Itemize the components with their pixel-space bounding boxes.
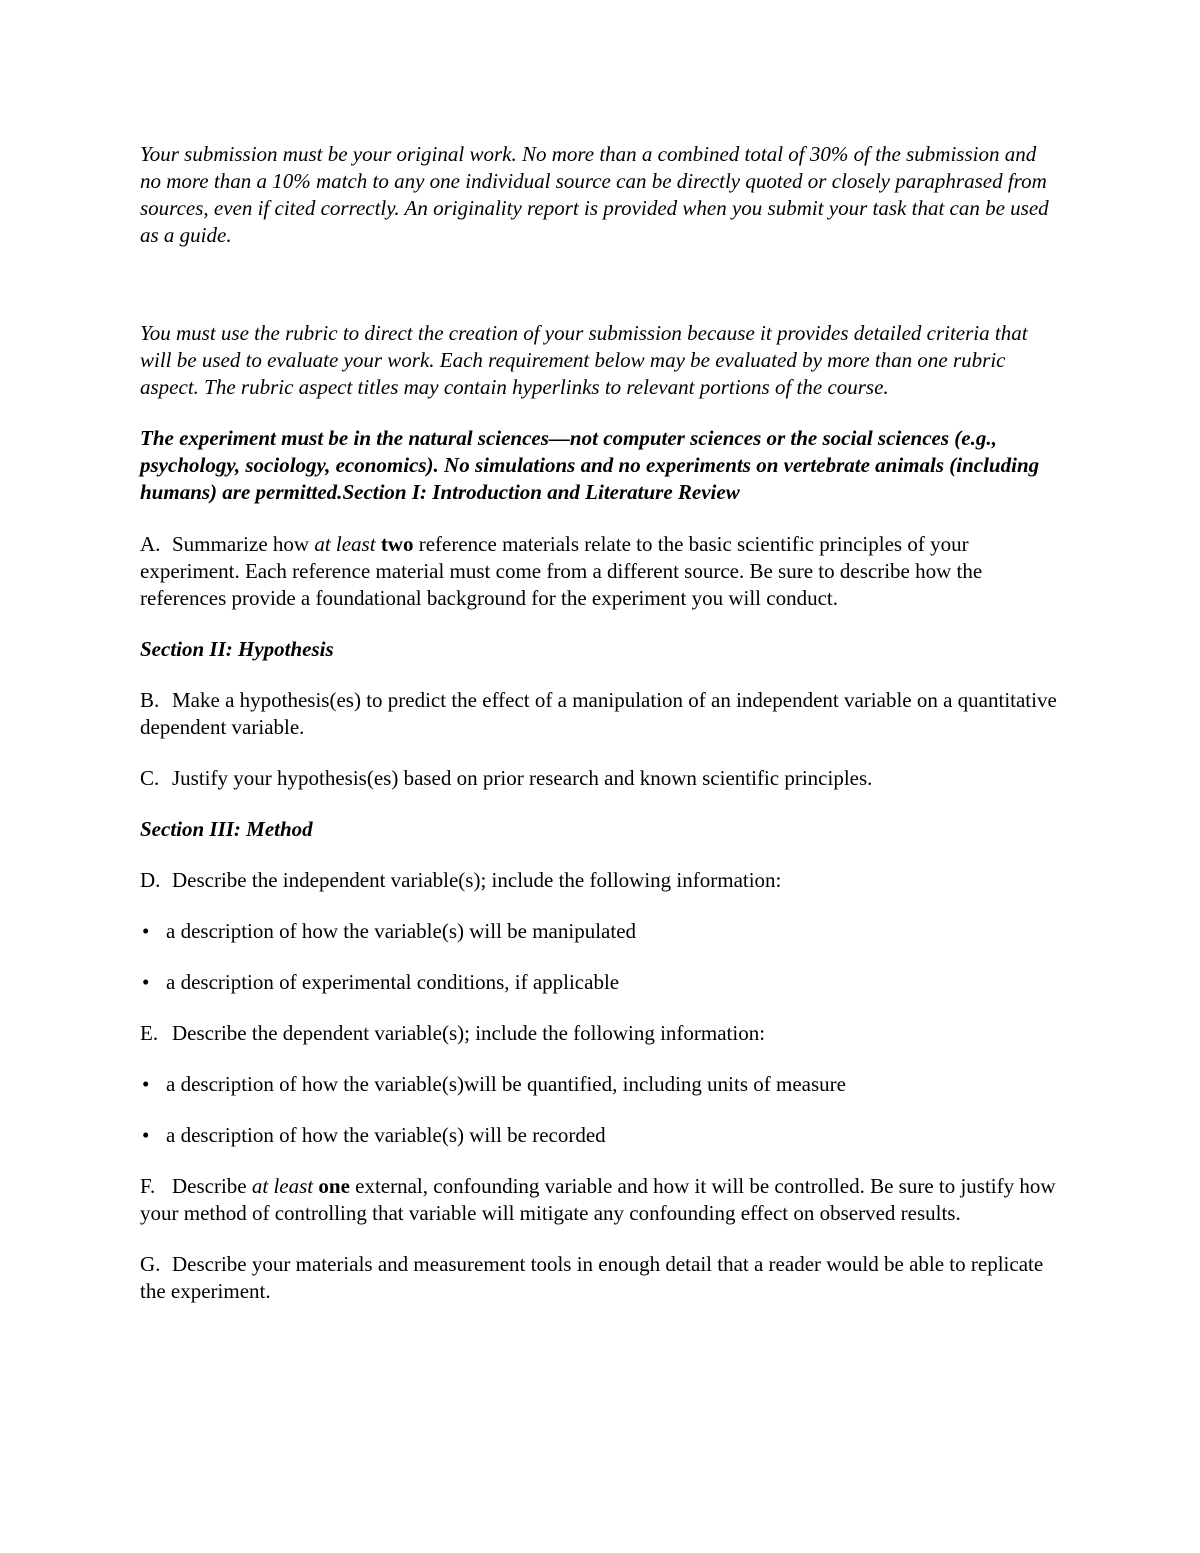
bullet-icon: • bbox=[142, 970, 150, 994]
originality-paragraph: Your submission must be your original work. No more than a combined total of 30% of the submission and no more than a 10% match to any one individual source can be directly quoted or closely paraphrased from sources, even if cited correctly. An originality report is provided when you submit your task that can be used as a guide. bbox=[140, 142, 1049, 247]
requirement-a-text-post: reference materials relate to the basic scientific principles of your experiment. Each reference material must come from a different source. Be sure to describe how the references provide a foundational background for the experiment you will conduct. bbox=[140, 532, 983, 610]
requirement-a-text-pre: Summarize how bbox=[172, 532, 315, 556]
requirement-f bbox=[140, 1173, 1060, 1227]
list-item-text: a description of experimental conditions, if applicable bbox=[166, 970, 620, 994]
bullet-icon: • bbox=[142, 1123, 150, 1147]
requirement-g-text: Describe your materials and measurement tools in enough detail that a reader would be able to replicate the experiment. bbox=[140, 1252, 1044, 1303]
list-item-text: a description of how the variable(s) will be recorded bbox=[166, 1123, 606, 1147]
requirement-e bbox=[140, 1020, 1060, 1047]
requirement-g bbox=[140, 1251, 1060, 1305]
requirement-g-letter: G. bbox=[140, 1252, 161, 1276]
rubric-paragraph: You must use the rubric to direct the creation of your submission because it provides detailed criteria that will be used to evaluate your work. Each requirement below may be evaluated by more than one rubric aspect. The rubric aspect titles may contain hyperlinks to relevant portions of the course. bbox=[140, 321, 1028, 399]
requirement-e-text: Describe the dependent variable(s); include the following information: bbox=[172, 1021, 766, 1045]
requirement-d-text: Describe the independent variable(s); include the following information: bbox=[172, 868, 782, 892]
requirement-c-text: Justify your hypothesis(es) based on prior research and known scientific principles. bbox=[172, 766, 873, 790]
requirement-a bbox=[140, 531, 1060, 612]
document-page bbox=[140, 141, 1060, 1329]
requirement-a-bold: two bbox=[380, 532, 414, 556]
requirement-c-letter: C. bbox=[140, 766, 160, 790]
restriction-paragraph bbox=[140, 425, 1060, 506]
list-item bbox=[140, 1122, 1060, 1149]
requirement-f-text-pre: Describe bbox=[172, 1174, 252, 1198]
requirement-a-letter: A. bbox=[140, 532, 161, 556]
list-item bbox=[140, 969, 1060, 996]
requirement-f-emphasis: at least bbox=[251, 1174, 314, 1198]
bullet-icon: • bbox=[142, 1072, 150, 1096]
list-item bbox=[140, 1071, 1060, 1098]
requirement-b bbox=[140, 687, 1060, 741]
requirement-d bbox=[140, 867, 1060, 894]
list-item-text: a description of how the variable(s)will be quantified, including units of measure bbox=[166, 1072, 846, 1096]
requirement-b-letter: B. bbox=[140, 688, 160, 712]
requirement-f-bold: one bbox=[318, 1174, 350, 1198]
requirement-f-letter: F. bbox=[140, 1174, 156, 1198]
requirement-e-letter: E. bbox=[140, 1021, 159, 1045]
bullet-icon: • bbox=[142, 919, 150, 943]
requirement-f-text-post: external, confounding variable and how it will be controlled. Be sure to justify how your method of controlling that variable will mitigate any confounding effect on observed results. bbox=[140, 1174, 1056, 1225]
section-1-title: Section I: Introduction and Literature Review bbox=[342, 480, 740, 504]
restriction-text: The experiment must be in the natural sciences—not computer sciences or the social sciences (e.g., psychology, sociology, economics). No simulations and no experiments on vertebrate animals (including humans) are permitted. bbox=[140, 426, 1040, 504]
list-item-text: a description of how the variable(s) will be manipulated bbox=[166, 919, 637, 943]
list-item bbox=[140, 918, 1060, 945]
requirement-d-letter: D. bbox=[140, 868, 161, 892]
section-3-title: Section III: Method bbox=[140, 817, 313, 841]
requirement-b-text: Make a hypothesis(es) to predict the effect of a manipulation of an independent variable on a quantitative dependent variable. bbox=[140, 688, 1057, 739]
requirement-c bbox=[140, 765, 1060, 792]
section-2-title: Section II: Hypothesis bbox=[140, 637, 334, 661]
requirement-a-emphasis: at least bbox=[314, 532, 376, 556]
